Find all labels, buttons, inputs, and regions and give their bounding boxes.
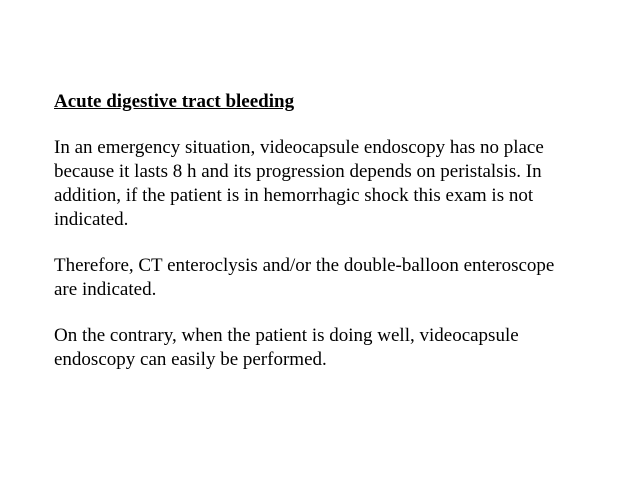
text-line: are indicated.: [54, 279, 157, 300]
paragraph-contrary: [54, 324, 614, 372]
text-line: because it lasts 8 h and its progression depends on peristalsis. In: [54, 161, 542, 182]
text-line: indicated.: [54, 209, 129, 230]
text-line: On the contrary, when the patient is doing well, videocapsule: [54, 325, 519, 346]
slide-heading: Acute digestive tract bleeding: [54, 91, 295, 112]
text-line: In an emergency situation, videocapsule endoscopy has no place: [54, 137, 544, 158]
text-line: endoscopy can easily be performed.: [54, 349, 327, 370]
paragraph-therefore: [54, 254, 614, 302]
text-line: addition, if the patient is in hemorrhagic shock this exam is not: [54, 185, 534, 206]
text-line: Therefore, CT enteroclysis and/or the double-balloon enteroscope: [54, 255, 555, 276]
paragraph-emergency: [54, 136, 614, 232]
slide-content: [54, 90, 614, 394]
